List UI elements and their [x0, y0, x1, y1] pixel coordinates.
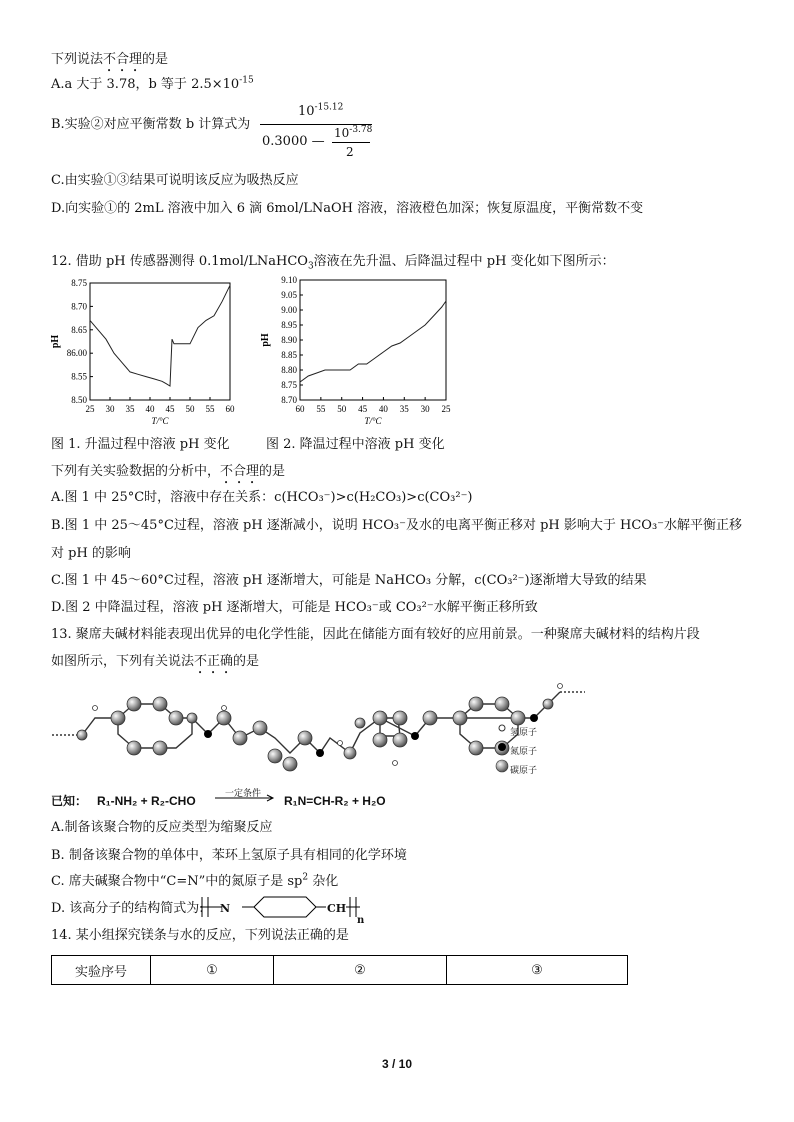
reaction-product: R₁N=CH-R₂ + H₂O: [284, 794, 386, 808]
figure-caption-1: 图 1. 升温过程中溶液 pH 变化: [51, 437, 230, 452]
figure-caption-2: 图 2. 降温过程中溶液 pH 变化: [266, 437, 445, 452]
series-line: [300, 301, 446, 382]
table-header-cell: ②: [274, 956, 447, 985]
y-tick-label: 86.00: [66, 348, 87, 359]
q12-option-b-line1: B.图 1 中 25～45°C过程，溶液 pH 逐渐减小，说明 HCO₃⁻及水的电离平衡正移对 pH 影响大于 HCO₃⁻水解平衡正移: [51, 518, 743, 533]
q13-option-a: A.制备该聚合物的反应类型为缩聚反应: [51, 820, 273, 835]
y-tick-label: 9.10: [281, 275, 297, 285]
x-tick-label: 45: [165, 404, 175, 414]
y-tick-label: 8.65: [71, 324, 87, 335]
y-tick-label: 8.75: [281, 380, 297, 390]
y-tick-label: 8.55: [71, 371, 87, 382]
q13-stem-line2: 如图所示，下列有关说法不正确的是: [51, 654, 260, 669]
x-tick-label: 60: [295, 404, 305, 414]
q12-option-c: C.图 1 中 45～60°C过程，溶液 pH 逐渐增大，可能是 NaHCO₃ 分解，c(CO₃²⁻)逐渐增大导致的结果: [51, 573, 647, 588]
x-tick-label: 50: [185, 404, 195, 414]
y-tick-label: 8.50: [71, 395, 87, 405]
x-tick-label: 35: [125, 404, 135, 414]
table-row: [52, 956, 628, 985]
formula-ch: CH: [327, 902, 347, 915]
q13-option-c: C. 席夫碱聚合物中“C=N”中的氮原子是 $sp^2$ 杂化: [51, 872, 339, 889]
q11-option-d: D.向实验①的 2mL 溶液中加入 6 滴 6mol/LNaOH 溶液，溶液橙色加深；恢复原温度，平衡常数不变: [51, 201, 644, 216]
x-axis-label: T/°C: [364, 416, 382, 426]
q12-question: 下列有关实验数据的分析中，不合理的是: [51, 464, 286, 479]
q12-option-b-line2: 对 pH 的影响: [51, 546, 131, 561]
y-tick-label: 8.80: [281, 365, 297, 375]
y-tick-label: 8.85: [281, 350, 297, 360]
y-tick-label: 9.00: [281, 305, 297, 315]
plot-frame: [300, 280, 446, 400]
formula-repeat-n: n: [357, 915, 365, 926]
table-header-cell: ③: [447, 956, 628, 985]
y-tick-label: 8.95: [281, 320, 297, 330]
q13-option-b: B. 制备该聚合物的单体中，苯环上氢原子具有相同的化学环境: [51, 848, 407, 863]
x-tick-label: 40: [145, 404, 155, 414]
chart-cooling: [262, 273, 462, 430]
q12-option-a: A.图 1 中 25°C时，溶液中存在关系：c(HCO₃⁻)>c(H₂CO₃)>c(CO₃²⁻): [51, 490, 473, 505]
q13-option-d: D. 该高分子的结构简式为:: [51, 901, 204, 916]
y-axis-label: pH: [260, 333, 271, 347]
legend-hydrogen-label: 氢原子: [510, 727, 538, 737]
x-tick-label: 50: [337, 404, 347, 414]
page-number: 3 / 10: [381, 1057, 413, 1071]
q11-option-c: C.由实验①③结果可说明该反应为吸热反应: [51, 173, 299, 188]
known-reaction: 已知： R₁-NH₂ + R₂-CHO: [51, 794, 196, 808]
q11-stem: 下列说法不合理的是: [51, 52, 169, 67]
table-header-cell: 实验序号: [52, 956, 151, 985]
reaction-condition: 一定条件: [225, 788, 262, 798]
q12-stem: 12. 借助 pH 传感器测得 0.1mol/LNaHCO$_3$溶液在先升温、后降温过程中 pH 变化如下图所示：: [51, 254, 615, 272]
table-header-cell: ①: [151, 956, 274, 985]
reaction-arrow: [215, 794, 277, 802]
x-tick-label: 30: [420, 404, 430, 414]
y-tick-label: 8.70: [281, 395, 297, 405]
q11-option-a: A.a 大于 3.78，b 等于 $2.5\times 10^{-15}$: [51, 75, 254, 92]
plot-frame: [90, 283, 230, 400]
y-tick-label: 9.05: [281, 290, 297, 300]
y-tick-label: 8.70: [71, 301, 87, 312]
q12-option-d: D.图 2 中降温过程，溶液 pH 逐渐增大，可能是 HCO₃⁻或 CO₃²⁻水解平衡正移所致: [51, 600, 538, 615]
x-tick-label: 45: [358, 404, 368, 414]
x-tick-label: 55: [205, 404, 215, 414]
formula-nitrogen: N: [220, 902, 231, 915]
x-tick-label: 25: [441, 404, 451, 414]
x-tick-label: 40: [378, 404, 388, 414]
y-tick-label: 8.75: [71, 278, 87, 288]
x-tick-label: 30: [105, 404, 115, 414]
chart-heating: [48, 275, 248, 430]
x-axis-label: T/°C: [151, 416, 169, 426]
experiment-table: [51, 955, 628, 985]
legend-nitrogen-label: 氮原子: [510, 746, 538, 756]
q13-stem-line1: 13. 聚席夫碱材料能表现出优异的电化学性能，因此在储能方面有较好的应用前景。一种聚席夫碱材料的结构片段: [51, 627, 700, 642]
series-line: [90, 285, 230, 386]
q11-option-b: B.实验②对应平衡常数 b 计算式为: [51, 117, 251, 132]
polymer-structure-diagram: [50, 678, 630, 778]
q14-stem: 14. 某小组探究镁条与水的反应，下列说法正确的是: [51, 928, 349, 943]
x-tick-label: 60: [225, 404, 235, 414]
x-tick-label: 55: [316, 404, 326, 414]
y-tick-label: 8.90: [281, 335, 297, 345]
x-tick-label: 35: [399, 404, 409, 414]
y-axis-label: pH: [50, 334, 61, 349]
legend-carbon-label: 碳原子: [510, 765, 538, 775]
x-tick-label: 25: [85, 404, 95, 414]
